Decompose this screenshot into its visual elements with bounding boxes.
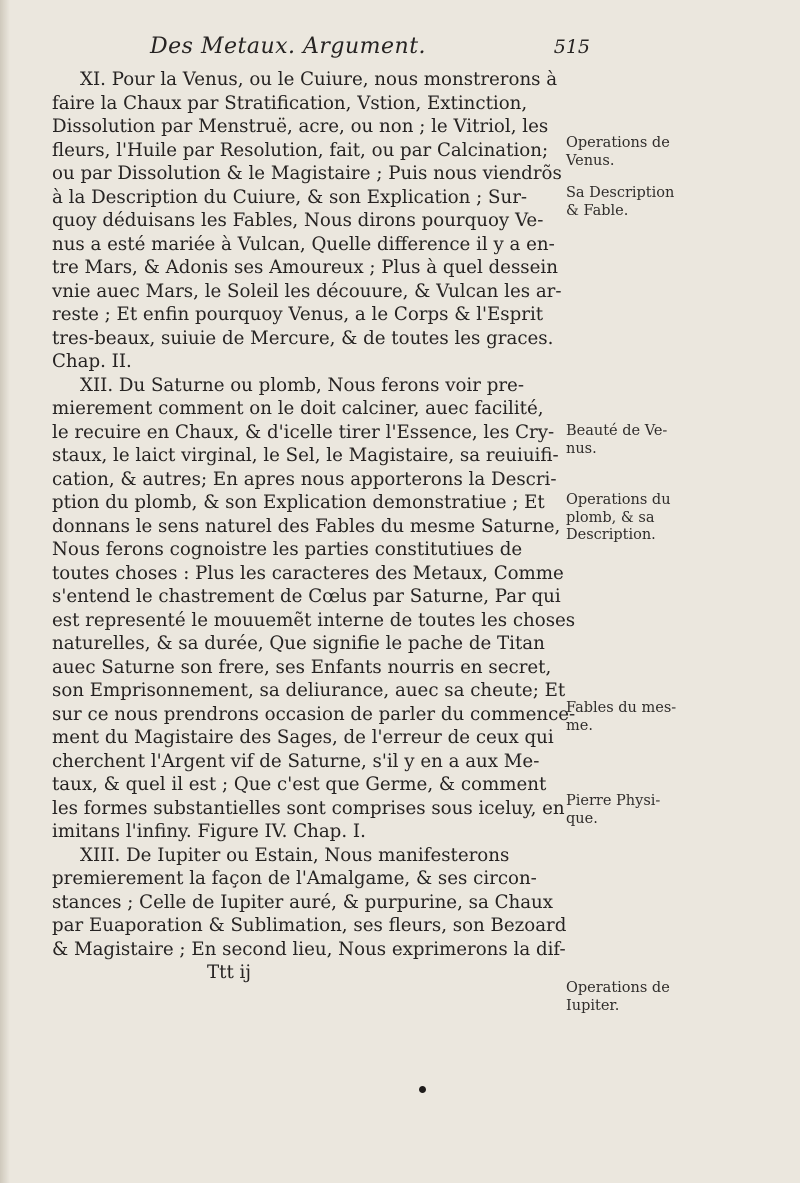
text-line: nus a esté mariée à Vulcan, Quelle difference il y a en- (52, 233, 555, 255)
text-line: XI. Pour la Venus, ou le Cuiure, nous monstrerons à (80, 69, 558, 90)
text-line: fleurs, l'Huile par Resolution, fait, ou par Calcination; (52, 139, 549, 161)
margin-note-line: Operations de (566, 980, 670, 996)
margin-note (566, 492, 794, 545)
margin-note (566, 700, 794, 735)
margin-note (566, 793, 794, 828)
margin-note-line: & Fable. (566, 202, 629, 219)
text-line: Ttt ij (207, 962, 251, 983)
margin-note-line: me. (566, 717, 593, 734)
margin-note (566, 423, 794, 458)
text-line: stances ; Celle de Iupiter auré, & purpurine, sa Chaux (52, 891, 554, 913)
margin-note-line: Operations de (566, 135, 670, 151)
text-line: staux, le laict virginal, le Sel, le Magistaire, sa reuiuifi- (52, 445, 559, 466)
margin-note (566, 980, 794, 1015)
page-number: 515 (553, 36, 590, 58)
margin-note-line: Description. (566, 527, 656, 543)
text-line: mierement comment on le doit calciner, auec facilité, (52, 398, 544, 419)
margin-note (566, 135, 794, 170)
text-line: son Emprisonnement, sa deliurance, auec sa cheute; Et (52, 680, 566, 701)
text-line: à la Description du Cuiure, & son Explication ; Sur- (52, 186, 528, 208)
margin-note-line: plomb, & sa (566, 509, 655, 526)
text-line: le recuire en Chaux, & d'icelle tirer l'Essence, les Cry- (52, 421, 555, 443)
text-line: Nous ferons cognoistre les parties constitutiues de (52, 539, 523, 560)
margin-note-line: Fables du mes- (566, 700, 677, 716)
margin-note-line: Venus. (566, 152, 615, 169)
text-line: par Euaporation & Sublimation, ses fleurs, son Bezoard (52, 915, 567, 936)
text-line: ou par Dissolution & le Magistaire ; Puis nous viendrõs (52, 163, 562, 184)
margin-note-line: nus. (566, 440, 597, 457)
text-line: donnans le sens naturel des Fables du mesme Saturne, (52, 515, 561, 537)
text-line: naturelles, & sa durée, Que signifie le pache de Titan (52, 633, 545, 654)
text-line: s'entend le chastrement de Cœlus par Saturne, Par qui (52, 586, 561, 607)
text-line: reste ; Et enfin pourquoy Venus, a le Corps & l'Esprit (52, 304, 544, 325)
margin-note (566, 185, 794, 220)
text-line: sur ce nous prendrons occasion de parler du commence- (52, 703, 576, 725)
margin-note-line: Operations du (566, 492, 671, 508)
text-line: ption du plomb, & son Explication demonstratiue ; Et (52, 492, 545, 513)
text-line: Chap. II. (52, 351, 132, 372)
margin-note-line: Iupiter. (566, 997, 620, 1014)
text-line: cation, & autres; En apres nous apporterons la Descri- (52, 468, 557, 490)
text-line: ment du Magistaire des Sages, de l'erreur de ceux qui (52, 727, 554, 748)
margin-note-line: Beauté de Ve- (566, 423, 668, 439)
text-line: est representé le mouuemẽt interne de toutes les choses (52, 609, 576, 631)
running-head (150, 34, 590, 64)
margin-note-line: que. (566, 810, 598, 827)
margin-note-line: Pierre Physi- (566, 793, 661, 809)
running-head-title: Des Metaux. Argument. (150, 34, 427, 59)
text-line: XIII. De Iupiter ou Estain, Nous manifesterons (80, 844, 510, 866)
page-edge-shadow (0, 0, 10, 1183)
text-line: & Magistaire ; En second lieu, Nous exprimerons la dif- (52, 938, 566, 960)
text-line: tre Mars, & Adonis ses Amoureux ; Plus à quel dessein (52, 257, 558, 278)
text-line: cherchent l'Argent vif de Saturne, s'il y en a aux Me- (52, 750, 540, 772)
margin-note-line: Sa Description (566, 185, 675, 201)
text-line: les formes substantielles sont comprises sous iceluy, en (52, 797, 565, 819)
text-line: Dissolution par Menstruë, acre, ou non ; le Vitriol, les (52, 116, 549, 137)
text-line: XII. Du Saturne ou plomb, Nous ferons voir pre- (80, 374, 524, 396)
text-line: quoy déduisans les Fables, Nous dirons pourquoy Ve- (52, 210, 544, 231)
text-line: premierement la façon de l'Amalgame, & ses circon- (52, 868, 537, 889)
margin-notes (566, 0, 796, 1183)
body-text (52, 68, 576, 985)
text-line: faire la Chaux par Stratification, Vstion, Extinction, (52, 92, 528, 114)
text-line: imitans l'infiny. Figure IV. Chap. I. (52, 821, 366, 842)
text-line: tres-beaux, suiuie de Mercure, & de toutes les graces. (52, 327, 554, 349)
text-line: taux, & quel il est ; Que c'est que Germe, & comment (52, 774, 547, 795)
text-line: vnie auec Mars, le Soleil les découure, & Vulcan les ar- (52, 280, 562, 302)
ink-spot (419, 1086, 426, 1093)
text-line: toutes choses : Plus les caracteres des Metaux, Comme (52, 562, 564, 584)
text-line: auec Saturne son frere, ses Enfants nourris en secret, (52, 656, 552, 678)
